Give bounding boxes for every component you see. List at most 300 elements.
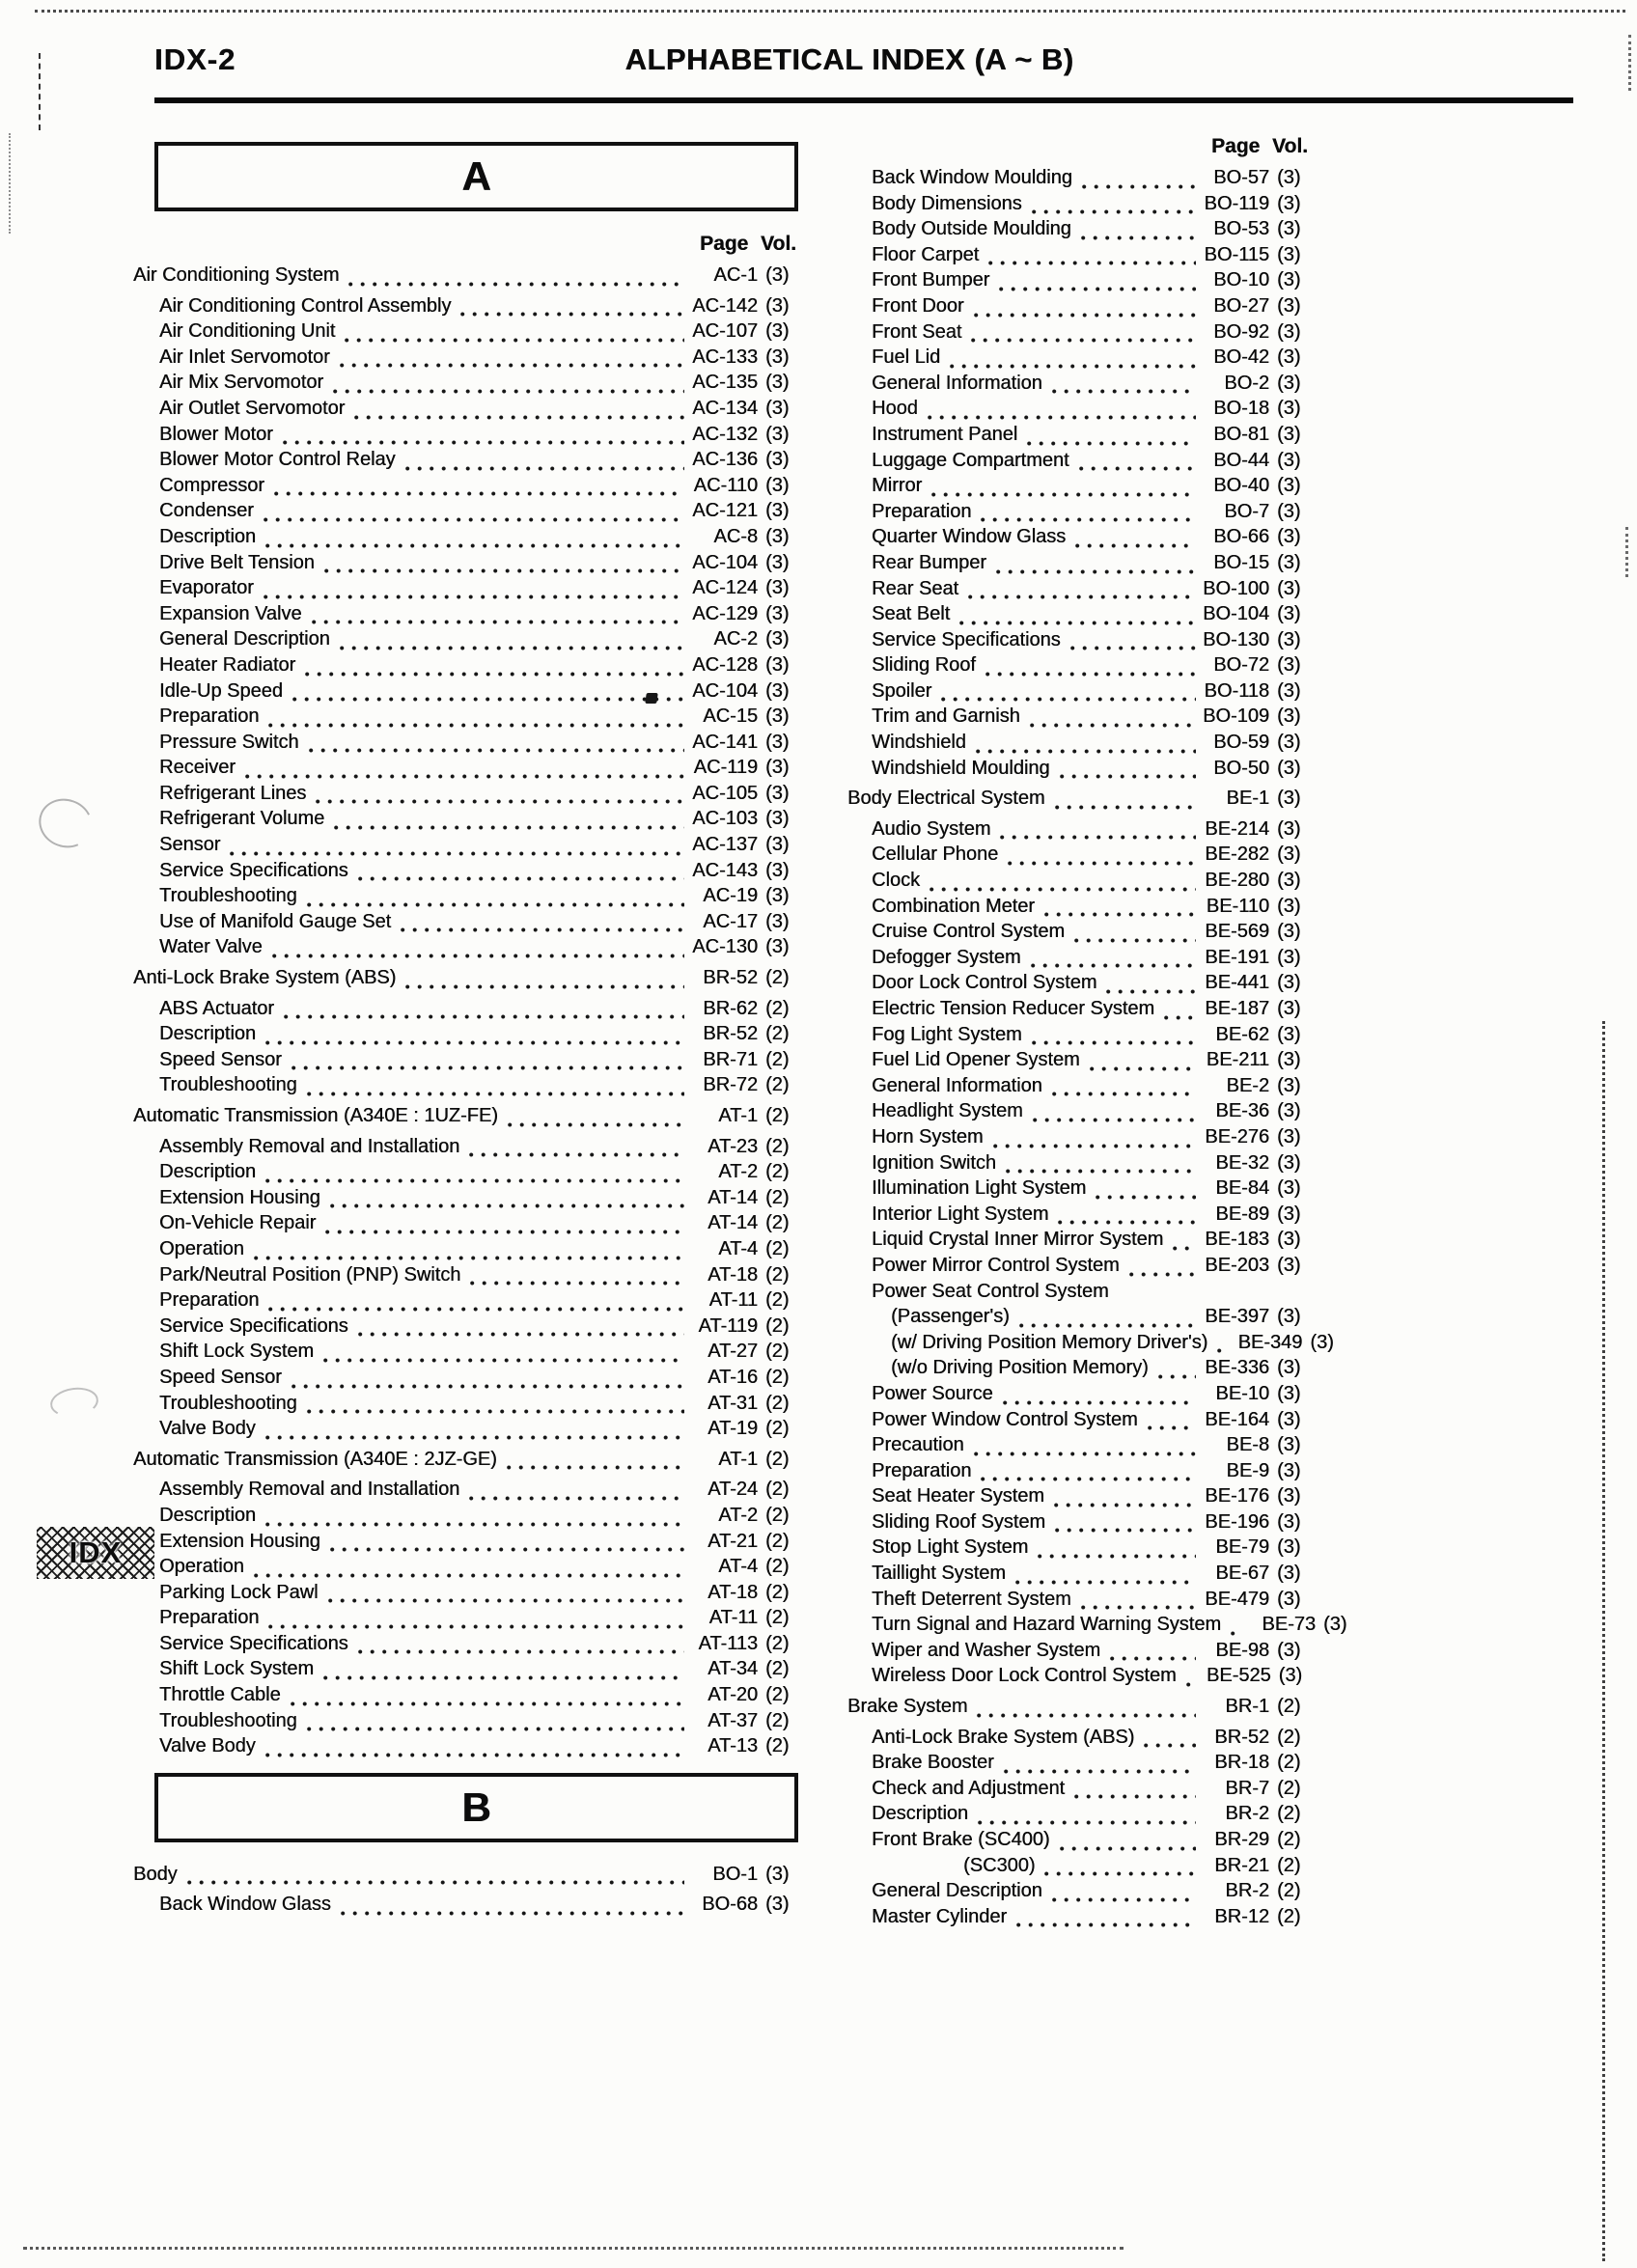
page-ref xyxy=(1202,1589,1308,1611)
page-number: BR-2 xyxy=(1225,1880,1269,1902)
entry-label: Troubleshooting xyxy=(159,1392,297,1414)
entry-label: Extension Housing xyxy=(159,1186,320,1208)
entry-label: Luggage Compartment xyxy=(872,449,1069,471)
entry-label: Automatic Transmission (A340E : 1UZ-FE) xyxy=(133,1105,498,1126)
volume-number: (2) xyxy=(765,1212,790,1234)
volume-number: (3) xyxy=(765,653,790,676)
page-number: AT-27 xyxy=(708,1341,758,1363)
entry-label: Water Valve xyxy=(159,936,263,958)
page-ref xyxy=(690,1367,796,1389)
index-entry xyxy=(133,1315,796,1341)
page-number: BE-176 xyxy=(1205,1485,1269,1507)
page-ref xyxy=(1202,921,1308,943)
volume-number: (3) xyxy=(765,449,790,471)
page-number: AC-142 xyxy=(692,294,758,317)
volume-number: (3) xyxy=(1277,1459,1301,1481)
page-number: AT-18 xyxy=(708,1263,758,1286)
dot-leader xyxy=(330,1547,684,1552)
index-entry xyxy=(847,1727,1308,1753)
page-ref xyxy=(690,654,796,677)
page-ref xyxy=(690,1315,796,1338)
dot-leader xyxy=(312,620,685,624)
page-ref xyxy=(690,1658,796,1680)
page-number: BR-21 xyxy=(1214,1854,1269,1876)
page-number: AC-133 xyxy=(692,346,758,368)
page-number: AT-18 xyxy=(708,1581,758,1603)
dot-leader xyxy=(1032,209,1196,214)
index-entry xyxy=(133,967,796,993)
index-entry xyxy=(133,1187,796,1213)
index-entry xyxy=(133,1684,796,1710)
page-number: BE-196 xyxy=(1205,1510,1269,1533)
index-entry xyxy=(847,1409,1308,1435)
volume-number: (2) xyxy=(1277,1726,1301,1748)
page-ref xyxy=(690,424,796,446)
volume-number: (2) xyxy=(1277,1696,1301,1718)
entry-label: Compressor xyxy=(159,474,264,496)
index-entry xyxy=(847,998,1308,1024)
volume-number: (2) xyxy=(1277,1905,1301,1927)
scan-artifact-left-dots xyxy=(9,133,11,234)
entry-label: Cellular Phone xyxy=(872,844,999,866)
page-ref xyxy=(1202,758,1308,780)
page-ref xyxy=(690,1264,796,1286)
dot-leader xyxy=(405,466,684,471)
index-entry xyxy=(847,1614,1347,1640)
dot-leader xyxy=(307,1409,684,1414)
page-number: BO-68 xyxy=(702,1894,758,1916)
page-number: AT-19 xyxy=(708,1418,758,1440)
volume-number: (2) xyxy=(765,1237,790,1259)
page-ref xyxy=(690,526,796,548)
page-number: BE-1 xyxy=(1226,788,1269,810)
dot-leader xyxy=(265,1753,684,1757)
dot-leader xyxy=(1173,1246,1196,1251)
volume-number: (3) xyxy=(1277,218,1301,240)
index-entry xyxy=(847,501,1308,527)
page-ref xyxy=(1202,346,1308,369)
entry-label: Extension Housing xyxy=(159,1530,320,1552)
dot-leader xyxy=(1055,805,1196,810)
entry-label: Front Seat xyxy=(872,320,962,343)
volume-number: (2) xyxy=(765,1048,790,1070)
dot-leader xyxy=(1096,1195,1196,1200)
page-number: AT-34 xyxy=(708,1658,758,1680)
volume-number: (3) xyxy=(1277,998,1301,1019)
index-entry xyxy=(847,1281,1308,1307)
dot-leader xyxy=(316,799,684,804)
index-entry xyxy=(133,1023,796,1049)
dot-leader xyxy=(307,1727,684,1731)
index-entry xyxy=(133,1049,796,1075)
page-ref xyxy=(690,998,796,1020)
index-entry xyxy=(133,1341,796,1367)
volume-number: (3) xyxy=(1277,372,1301,394)
scan-artifact-right-dash-mid xyxy=(1625,527,1628,577)
entry-label: Refrigerant Lines xyxy=(159,782,307,804)
page-number: AT-2 xyxy=(718,1161,758,1183)
volume-number: (3) xyxy=(1277,732,1301,754)
page-ref xyxy=(1202,475,1308,497)
index-entry xyxy=(847,1383,1308,1409)
dot-leader xyxy=(341,1911,684,1916)
page-number: BE-10 xyxy=(1215,1382,1269,1404)
page-ref xyxy=(1202,788,1308,810)
page-number: AT-11 xyxy=(708,1607,758,1629)
dot-leader xyxy=(187,1880,684,1885)
index-entry xyxy=(847,732,1308,758)
index-entry xyxy=(847,450,1308,476)
entry-label: Operation xyxy=(159,1237,244,1259)
index-entry xyxy=(133,885,796,911)
volume-number: (3) xyxy=(765,294,790,317)
page-ref xyxy=(1202,870,1308,892)
dot-leader xyxy=(354,415,684,420)
index-entry xyxy=(847,1357,1308,1383)
index-entry xyxy=(133,1735,796,1761)
volume-number: (3) xyxy=(1277,1510,1301,1533)
volume-number: (3) xyxy=(1277,679,1301,702)
volume-number: (3) xyxy=(1277,788,1301,810)
page-number: BE-89 xyxy=(1215,1203,1269,1225)
entry-label: Air Conditioning System xyxy=(133,264,340,286)
page-ref xyxy=(1202,1100,1308,1122)
entry-label: Instrument Panel xyxy=(872,423,1018,445)
dot-leader xyxy=(999,287,1196,291)
index-entry xyxy=(847,1803,1308,1829)
index-entry xyxy=(847,552,1308,578)
volume-number: (3) xyxy=(1277,1229,1301,1251)
page-ref xyxy=(1202,1511,1308,1534)
dot-leader xyxy=(977,1713,1196,1718)
page-ref xyxy=(690,320,796,343)
entry-label: Heater Radiator xyxy=(159,653,296,676)
page-number: AC-110 xyxy=(693,474,758,496)
index-entry xyxy=(847,1563,1308,1589)
page-ref xyxy=(690,1894,796,1916)
entry-label: Sliding Roof System xyxy=(872,1510,1046,1533)
index-entry xyxy=(133,449,796,475)
index-entry xyxy=(847,1024,1308,1050)
page-vol-header: Page Vol. xyxy=(700,233,796,255)
dot-leader xyxy=(971,338,1196,343)
scan-blot-artifact xyxy=(645,693,658,704)
index-entry xyxy=(133,936,796,962)
dot-leader xyxy=(469,1152,684,1157)
dot-leader xyxy=(328,1598,684,1603)
index-entry xyxy=(847,1589,1308,1615)
page-number: BO-115 xyxy=(1204,243,1269,265)
index-entry xyxy=(133,1479,796,1505)
dot-leader xyxy=(274,491,684,496)
page-ref xyxy=(690,1161,796,1183)
page-ref xyxy=(690,1864,796,1886)
dot-leader xyxy=(309,748,685,753)
page-ref xyxy=(690,398,796,420)
page-number: BO-104 xyxy=(1203,603,1269,625)
page-number: BO-10 xyxy=(1213,269,1269,291)
page-number: BO-18 xyxy=(1213,398,1269,420)
page-ref xyxy=(1202,1049,1308,1071)
dot-leader xyxy=(401,927,684,932)
entry-label: Hood xyxy=(872,398,918,420)
entry-label: Power Window Control System xyxy=(872,1408,1138,1430)
entry-label: Seat Belt xyxy=(872,603,951,625)
page-ref xyxy=(1202,552,1308,574)
page-number: AT-119 xyxy=(698,1314,758,1337)
page-ref xyxy=(1202,424,1308,446)
dot-leader xyxy=(1038,1554,1196,1559)
index-entry xyxy=(847,193,1308,219)
entry-label: General Description xyxy=(159,628,330,650)
volume-number: (3) xyxy=(1277,526,1301,548)
entry-label: Throttle Cable xyxy=(159,1684,281,1706)
index-entry xyxy=(133,475,796,501)
page-ref xyxy=(690,603,796,625)
volume-number: (3) xyxy=(1277,1254,1301,1276)
page-ref xyxy=(1202,1024,1308,1046)
volume-number: (3) xyxy=(1277,1151,1301,1174)
volume-number: (3) xyxy=(1277,500,1301,522)
page-number: BO-40 xyxy=(1213,475,1269,497)
dot-leader xyxy=(1231,1631,1242,1636)
page-number: BR-1 xyxy=(1225,1696,1269,1718)
page-ref xyxy=(1202,501,1308,523)
index-entry xyxy=(133,526,796,552)
volume-number: (2) xyxy=(765,1161,790,1183)
dot-leader xyxy=(323,1675,684,1680)
dot-leader xyxy=(1030,723,1196,728)
page-number: AC-17 xyxy=(703,910,758,932)
page-ref xyxy=(1202,1563,1308,1585)
index-entry xyxy=(133,808,796,834)
page-ref xyxy=(690,552,796,574)
index-entry xyxy=(133,1582,796,1608)
entry-label: Fog Light System xyxy=(872,1023,1022,1045)
page-ref xyxy=(1202,818,1308,841)
entry-label: Speed Sensor xyxy=(159,1366,282,1388)
dot-leader xyxy=(1106,989,1196,994)
index-entry xyxy=(847,705,1308,732)
page-number: BO-53 xyxy=(1213,218,1269,240)
page-number: BE-79 xyxy=(1215,1536,1269,1559)
scan-artifact-pencil-swirl xyxy=(48,1385,100,1421)
page-number: AT-37 xyxy=(708,1709,758,1731)
entry-label: Preparation xyxy=(872,500,972,522)
page-ref xyxy=(690,1049,796,1071)
entry-label: Floor Carpet xyxy=(872,243,980,265)
entry-label: Illumination Light System xyxy=(872,1177,1087,1200)
index-entry xyxy=(847,578,1308,604)
entry-label: Stop Light System xyxy=(872,1536,1029,1559)
entry-label: Air Mix Servomotor xyxy=(159,372,324,394)
index-entry xyxy=(847,1485,1308,1511)
dot-leader xyxy=(405,984,684,989)
volume-number: (2) xyxy=(1277,1880,1301,1902)
page-ref xyxy=(1202,947,1308,969)
entry-label: On-Vehicle Repair xyxy=(159,1212,317,1234)
page-ref xyxy=(1202,1229,1308,1251)
entry-label: Use of Manifold Gauge Set xyxy=(159,910,392,932)
index-entry xyxy=(133,1367,796,1393)
dot-leader xyxy=(1164,1015,1196,1020)
page-ref xyxy=(690,500,796,522)
entry-label: Assembly Removal and Installation xyxy=(159,1479,460,1501)
index-entry xyxy=(847,167,1308,193)
page-number: BE-441 xyxy=(1205,972,1269,994)
page-ref xyxy=(1202,705,1308,728)
idx-edge-tab xyxy=(37,1527,154,1579)
entry-label: Expansion Valve xyxy=(159,602,302,624)
index-entry xyxy=(133,424,796,450)
page-ref xyxy=(1202,1752,1308,1774)
index-entry xyxy=(133,1289,796,1315)
volume-number: (3) xyxy=(1277,1023,1301,1045)
index-entry xyxy=(133,654,796,680)
entry-label: Service Specifications xyxy=(159,1632,348,1654)
page-number: AT-31 xyxy=(708,1392,758,1414)
dot-leader xyxy=(988,261,1196,265)
entry-label: Evaporator xyxy=(159,577,254,599)
page-number: AT-24 xyxy=(708,1479,758,1501)
index-entry xyxy=(133,1894,796,1920)
dot-leader xyxy=(1032,1040,1196,1045)
index-entry xyxy=(847,870,1308,896)
page-ref xyxy=(1202,1727,1308,1749)
entry-label: Combination Meter xyxy=(872,895,1035,917)
page-ref xyxy=(690,346,796,369)
page-ref xyxy=(1235,1332,1341,1354)
entry-label: Valve Body xyxy=(159,1735,256,1757)
volume-number: (3) xyxy=(765,705,790,728)
page-ref xyxy=(690,1105,796,1127)
page-number: BE-98 xyxy=(1215,1639,1269,1661)
page-ref xyxy=(690,1212,796,1234)
dot-leader xyxy=(1006,1169,1196,1174)
entry-label: Wireless Door Lock Control System xyxy=(872,1665,1177,1687)
volume-number: (3) xyxy=(765,782,790,804)
index-entry xyxy=(847,1829,1308,1855)
index-entry xyxy=(847,1696,1308,1722)
volume-number: (2) xyxy=(765,1263,790,1286)
index-entry xyxy=(133,732,796,758)
page-number: BR-52 xyxy=(703,1023,758,1045)
index-entry xyxy=(847,1536,1308,1563)
page-ref xyxy=(1202,321,1308,344)
page-number: AT-2 xyxy=(718,1504,758,1526)
index-entry xyxy=(133,680,796,706)
entry-label: Cruise Control System xyxy=(872,921,1066,943)
volume-number: (3) xyxy=(1277,1125,1301,1148)
volume-number: (3) xyxy=(765,628,790,650)
page-ref xyxy=(1202,972,1308,994)
page-ref xyxy=(690,1393,796,1415)
page-number: BR-18 xyxy=(1214,1752,1269,1774)
volume-number: (3) xyxy=(1277,167,1301,188)
page-number: BO-42 xyxy=(1213,346,1269,369)
entry-label: (Passenger's) xyxy=(891,1306,1010,1328)
index-entry xyxy=(133,834,796,860)
index-entry xyxy=(133,264,796,290)
page-number: AC-137 xyxy=(692,834,758,856)
page-number: AT-16 xyxy=(708,1366,758,1388)
index-entry xyxy=(133,1418,796,1444)
page-number: BE-9 xyxy=(1226,1459,1269,1481)
page-ref xyxy=(690,808,796,830)
dot-leader xyxy=(325,1230,684,1234)
volume-number: (2) xyxy=(765,1658,790,1680)
index-entry xyxy=(133,1658,796,1684)
entry-label: Pressure Switch xyxy=(159,731,299,753)
dot-leader xyxy=(974,1452,1196,1456)
page-ref xyxy=(1204,1665,1310,1687)
page-ref xyxy=(1202,167,1308,189)
volume-number: (2) xyxy=(765,1735,790,1757)
entry-label: Door Lock Control System xyxy=(872,972,1097,994)
page-number: BR-12 xyxy=(1214,1905,1269,1927)
index-entry xyxy=(847,603,1308,629)
volume-number: (2) xyxy=(765,1479,790,1501)
page-ref xyxy=(1202,373,1308,395)
page-ref xyxy=(1202,218,1308,240)
entry-label: Mirror xyxy=(872,475,923,497)
page-ref xyxy=(1202,1855,1308,1877)
index-entry xyxy=(847,654,1308,680)
entry-label: General Information xyxy=(872,372,1042,394)
page-number: BO-15 xyxy=(1213,551,1269,573)
index-entry xyxy=(847,295,1308,321)
dot-leader xyxy=(1044,1871,1196,1876)
page-number: BO-57 xyxy=(1213,167,1269,188)
index-entry xyxy=(847,244,1308,270)
index-entry xyxy=(847,269,1308,295)
page-number: BO-72 xyxy=(1213,654,1269,677)
page-ref xyxy=(690,475,796,497)
volume-number: (3) xyxy=(765,757,790,779)
index-entry xyxy=(847,1511,1308,1537)
dot-leader xyxy=(358,1649,684,1654)
page-ref xyxy=(1202,398,1308,420)
page-number: BO-27 xyxy=(1213,294,1269,317)
volume-number: (2) xyxy=(1277,1752,1301,1774)
entry-label: Preparation xyxy=(159,1289,260,1312)
page-ref xyxy=(1202,450,1308,472)
index-entry xyxy=(847,629,1308,655)
volume-number: (3) xyxy=(765,423,790,445)
dot-leader xyxy=(324,568,684,573)
index-entry xyxy=(133,1607,796,1633)
entry-label: Headlight System xyxy=(872,1100,1023,1122)
index-entry xyxy=(847,1855,1308,1881)
page-ref xyxy=(1202,269,1308,291)
dot-leader xyxy=(1015,1580,1196,1585)
entry-label: Valve Body xyxy=(159,1418,256,1440)
index-entry xyxy=(847,1640,1308,1666)
page-ref xyxy=(690,1187,796,1209)
dot-leader xyxy=(265,543,684,548)
dot-leader xyxy=(1110,1656,1196,1661)
page-number: AT-1 xyxy=(718,1105,758,1126)
page-ref xyxy=(1202,1803,1308,1825)
dot-leader xyxy=(265,1435,684,1440)
dot-leader xyxy=(1008,861,1196,866)
index-entry xyxy=(133,998,796,1024)
dot-leader xyxy=(1079,466,1196,471)
index-entry xyxy=(133,1074,796,1100)
entry-label: Service Specifications xyxy=(159,1314,348,1337)
page-number: BR-62 xyxy=(703,997,758,1019)
volume-number: (2) xyxy=(1277,1777,1301,1799)
